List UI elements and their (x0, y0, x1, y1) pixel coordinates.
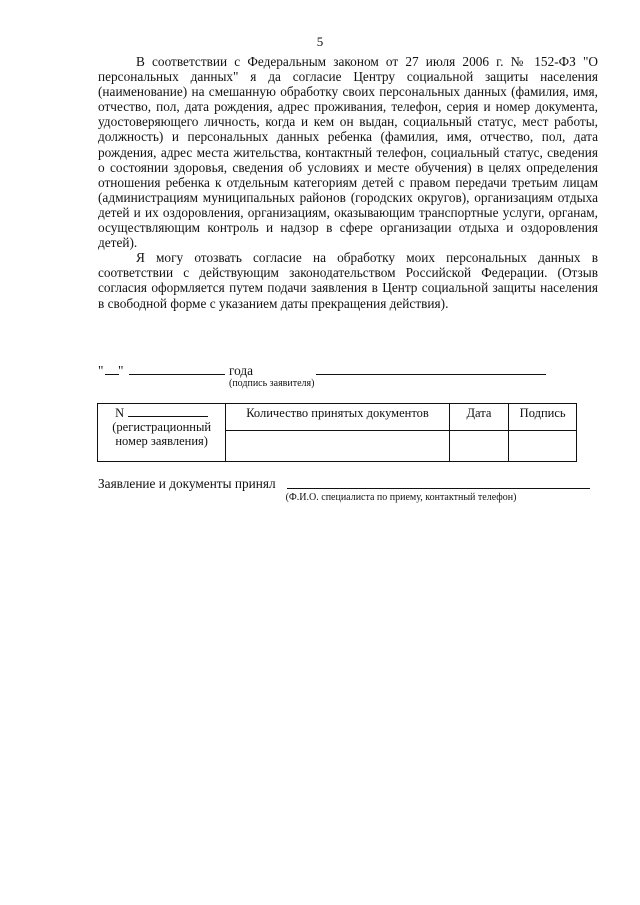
acceptance-label: Заявление и документы принял (98, 476, 276, 491)
registration-number-cell (98, 404, 226, 462)
registration-table (97, 403, 577, 462)
acceptance-blank (287, 488, 590, 489)
signature-cell (509, 431, 577, 462)
document-body (98, 54, 598, 311)
registration-caption: (регистрационный номер заявления) (112, 420, 212, 448)
page-number: 5 (316, 34, 324, 49)
header-signature: Подпись (509, 404, 577, 431)
header-documents-count: Количество принятых документов (226, 404, 449, 431)
acceptance-line (98, 476, 598, 492)
revocation-paragraph: Я могу отозвать согласие на обработку моих персональных данных в соответствии с действующим законодательством Российской Федерации. (Отзыв согласия оформляется путем подачи заявления в Центр социальной защиты населения в свободной форме с указанием даты прекращения действия). (98, 250, 598, 311)
date-cell (449, 431, 509, 462)
number-blank (128, 407, 208, 417)
quote-close: " (118, 363, 124, 378)
n-label: N (115, 406, 125, 420)
consent-paragraph: В соответствии с Федеральным законом от 27 июля 2006 г. № 152-ФЗ "О персональных данных" я да согласие Центру социальной защиты населения (наименование) на смешанную обработку своих персональных данных (фамилия, имя, отчество, пол, дата рождения, адрес проживания, телефон, серия и номер документа, удостоверяющего личность, когда и кем он выдан, социальный статус, мест работы, должность) и персональных данных ребенка (фамилия, имя, отчество, пол, дата рождения, адрес места жительства, контактный телефон, социальный статус, сведения о состоянии здоровья, сведения об условиях и месте обучения) в целях определения отношения ребенка к отдельным категориям детей с правом передачи третьим лицам (администрациям муниципальных районов (городских округов), организациям отдыха детей и их оздоровления, организациям, оказывающим транспортные услуги, органам, осуществляющим контроль и надзор в сфере организации отдыха и оздоровления детей). (98, 54, 598, 251)
month-blank (129, 374, 225, 375)
year-word: года (229, 363, 254, 378)
signature-caption: (подпись заявителя) (229, 378, 315, 389)
header-date: Дата (449, 404, 509, 431)
acceptance-caption: (Ф.И.О. специалиста по приему, контактный телефон) (285, 492, 517, 503)
signature-blank (316, 374, 546, 375)
day-blank (105, 374, 119, 375)
quote-open: " (98, 363, 104, 378)
date-signature-line (98, 363, 598, 377)
documents-count-cell (226, 431, 449, 462)
